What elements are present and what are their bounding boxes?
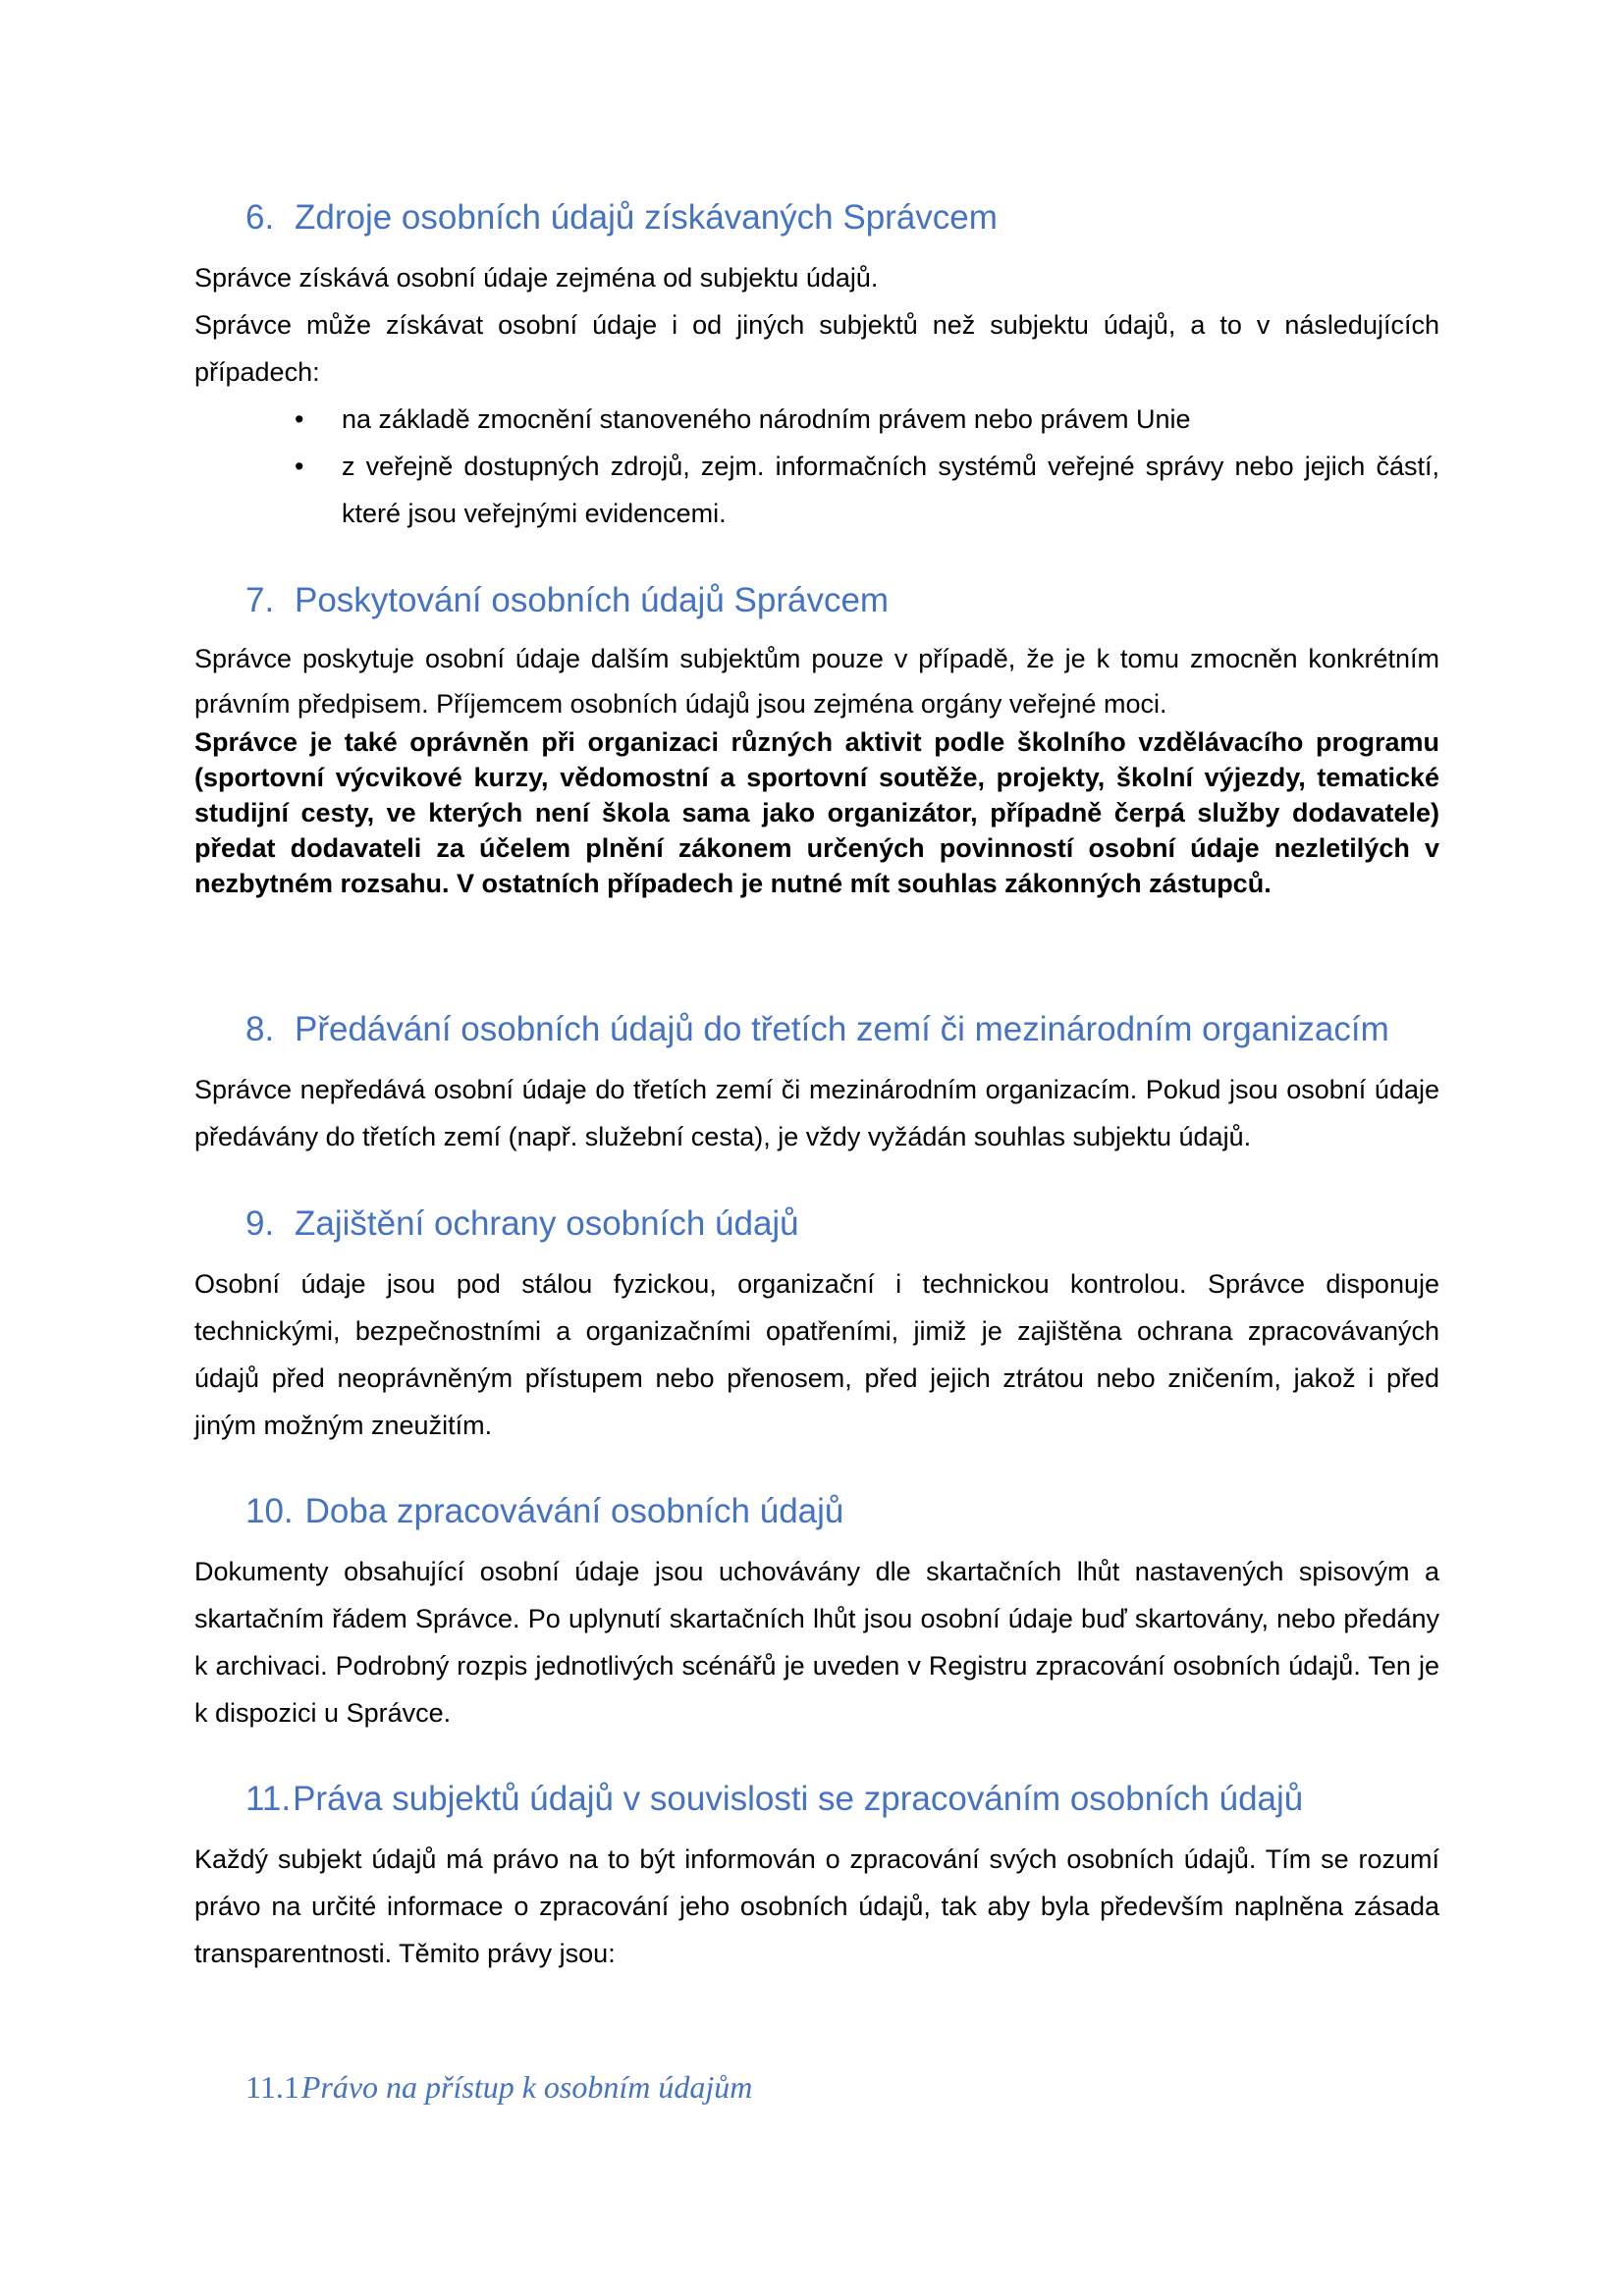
section-8-title: Předávání osobních údajů do třetích zemí či mezinárodním organizacím — [295, 1010, 1389, 1048]
section-9-heading — [245, 1202, 799, 1246]
section-7-number: 7. — [245, 581, 275, 619]
section-11-paragraph-1: Každý subjekt údajů má právo na to být informován o zpracování svých osobních údajů. Tím se rozumí právo na určité informace o zpracování jeho osobních údajů, tak aby byla především naplněna zásada transparentnosti. Těmito právy jsou: — [194, 1844, 1439, 1968]
section-6-paragraph-1: Správce získává osobní údaje zejména od subjektu údajů. — [194, 263, 879, 293]
section-6-bullet-2-text: z veřejně dostupných zdrojů, zejm. informačních systémů veřejné správy nebo jejich částí, které jsou veřejnými evidencemi. — [342, 452, 1439, 528]
section-7-paragraph-1: Správce poskytuje osobní údaje dalším subjektům pouze v případě, že je k tomu zmocněn konkrétním právním předpisem. Příjemcem osobních údajů jsou zejména orgány veřejné moci. — [194, 644, 1439, 719]
section-6-number: 6. — [245, 198, 275, 237]
section-9-number: 9. — [245, 1204, 275, 1243]
section-7-heading — [245, 579, 889, 622]
section-8-number: 8. — [245, 1010, 275, 1048]
section-10-number: 10. — [245, 1492, 294, 1530]
section-6-paragraph-2: Správce může získávat osobní údaje i od jiných subjektů než subjektu údajů, a to v následujících případech: — [194, 310, 1439, 387]
section-10-paragraph-1: Dokumenty obsahující osobní údaje jsou uchovávány dle skartačních lhůt nastavených spisovým a skartačním řádem Správce. Po uplynutí skartačních lhůt jsou osobní údaje buď skartovány, nebo předány k archivaci. Podrobný rozpis jednotlivých scénářů je uveden v Registru zpracování osobních údajů. Ten je k dispozici u Správce. — [194, 1557, 1439, 1728]
section-11-title: Práva subjektů údajů v souvislosti se zpracováním osobních údajů — [293, 1780, 1304, 1818]
section-7-paragraph-2: Správce je také oprávněn při organizaci různých aktivit podle školního vzdělávacího programu (sportovní výcvikové kurzy, vědomostní a sportovní soutěže, projekty, školní výjezdy, tematické studijní cesty, ve kterých není škola sama jako organizátor, případně čerpá služby dodavatele) předat dodavateli za účelem plnění zákonem určených povinností osobní údaje nezletilých v nezbytném rozsahu. V ostatních případech je nutné mít souhlas zákonných zástupců. — [194, 727, 1439, 898]
section-11-1-title: Právo na přístup k osobním údajům — [300, 2069, 753, 2105]
section-11-number: 11. — [245, 1780, 292, 1818]
section-6-heading — [245, 196, 998, 240]
bullet-icon: • — [295, 452, 304, 481]
section-6-bullet-2 — [295, 443, 1439, 537]
section-8-heading — [245, 1008, 1389, 1051]
section-6-bullet-1-text: na základě zmocnění stanoveného národním právem nebo právem Unie — [342, 404, 1191, 434]
section-11-1-heading — [245, 2065, 752, 2109]
section-11-heading — [245, 1778, 1303, 1821]
section-10-heading — [245, 1490, 843, 1533]
section-9-title: Zajištění ochrany osobních údajů — [295, 1204, 799, 1243]
bullet-icon: • — [295, 404, 304, 434]
section-11-1-number: 11.1 — [245, 2069, 299, 2105]
section-6-bullet-1 — [295, 396, 1439, 443]
section-9-paragraph-1: Osobní údaje jsou pod stálou fyzickou, organizační i technickou kontrolou. Správce disponuje technickými, bezpečnostními a organizačními opatřeními, jimiž je zajištěna ochrana zpracovávaných údajů před neoprávněným přístupem nebo přenosem, před jejich ztrátou nebo zničením, jakož i před jiným možným zneužitím. — [194, 1269, 1439, 1440]
section-7-title: Poskytování osobních údajů Správcem — [295, 581, 890, 619]
section-8-paragraph-1: Správce nepředává osobní údaje do třetích zemí či mezinárodním organizacím. Pokud jsou osobní údaje předávány do třetích zemí (např. služební cesta), je vždy vyžádán souhlas subjektu údajů. — [194, 1075, 1439, 1151]
section-6-title: Zdroje osobních údajů získávaných Správcem — [295, 198, 998, 237]
section-10-title: Doba zpracovávání osobních údajů — [304, 1492, 844, 1530]
